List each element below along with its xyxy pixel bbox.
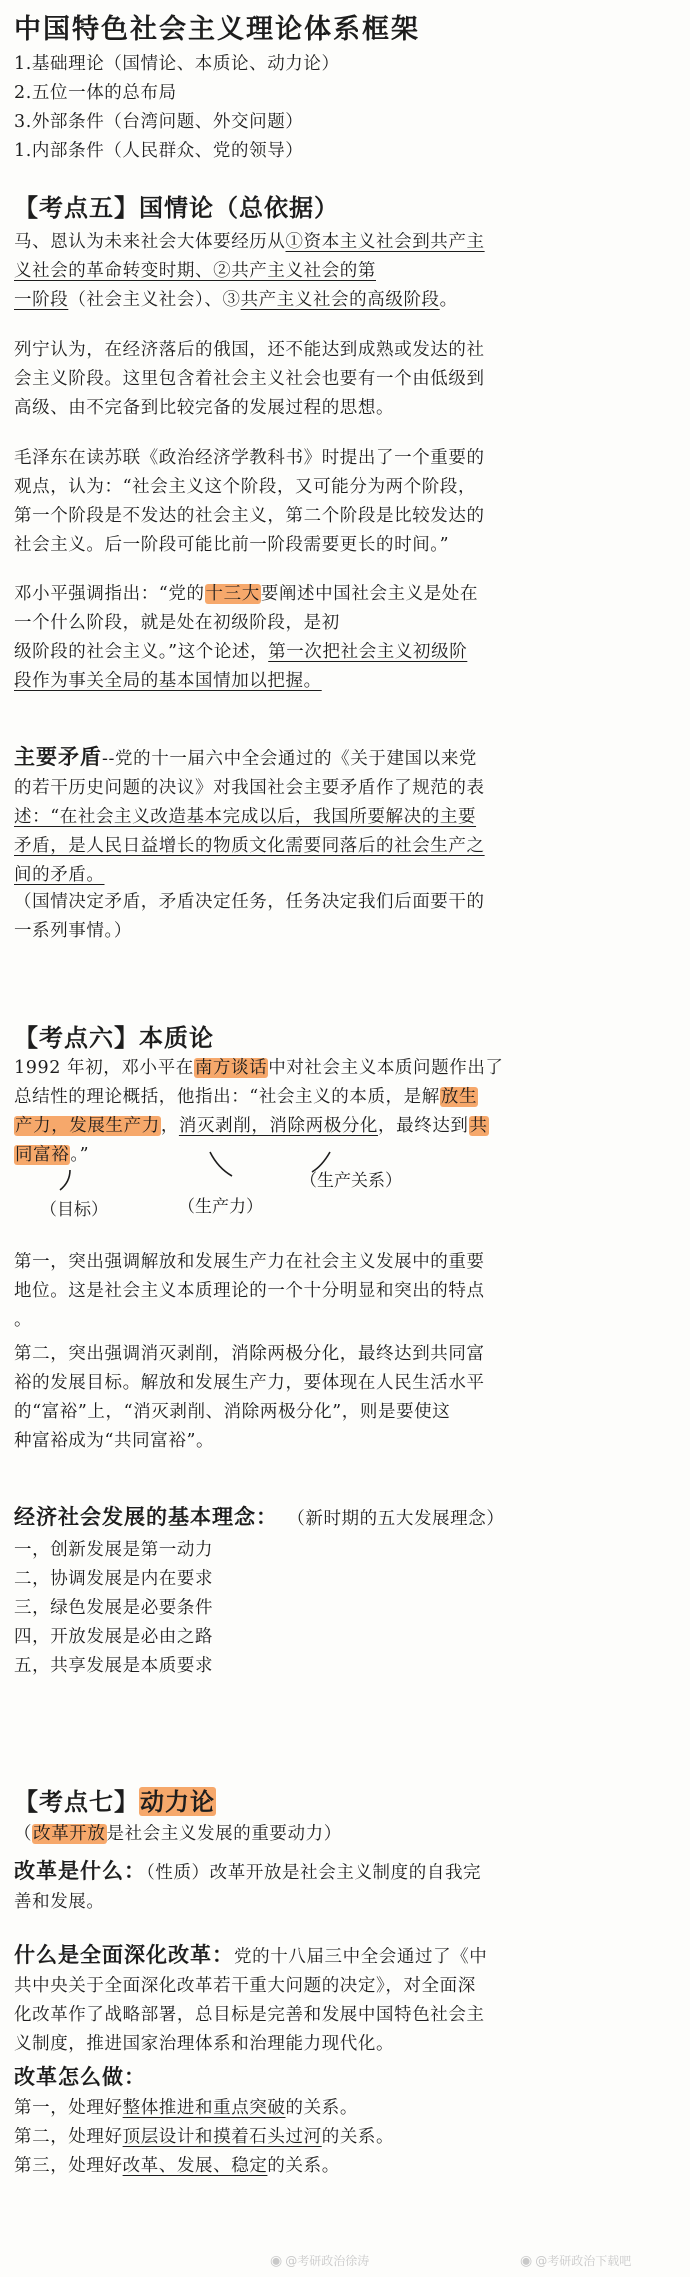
text-line: 社会主义。后一阶段可能比前一阶段需要更长的时间。” xyxy=(14,535,450,555)
question-label: 改革怎么做： xyxy=(14,2064,146,2089)
text-run: （ xyxy=(14,1824,33,1844)
text-run: ， xyxy=(160,1116,179,1136)
question-label: 什么是全面深化改革： xyxy=(14,1942,234,1967)
highlighted-text: 放生 xyxy=(440,1087,478,1107)
text-line: 一系列事情。） xyxy=(14,921,132,941)
idea-item: 四，开放发展是必由之路 xyxy=(14,1627,214,1647)
framework-item: 3.外部条件（台湾问题、外交问题） xyxy=(14,112,304,132)
underlined-text: 改革、发展、稳定 xyxy=(122,2156,268,2176)
section-six-title: 本质论 xyxy=(139,1023,214,1052)
underlined-text: 段作为事关全局的基本国情加以把握。 xyxy=(14,671,322,691)
text-run: 第三，处理好 xyxy=(14,2156,123,2176)
underlined-text: 一阶段 xyxy=(14,290,69,310)
development-ideas-title: 经济社会发展的基本理念： xyxy=(14,1504,278,1529)
section-seven-title: 动力论 xyxy=(140,1787,215,1816)
how-to-reform xyxy=(14,2060,676,2181)
framework-item: 1.基础理论（国情论、本质论、动力论） xyxy=(14,54,340,74)
text-line: 化改革作了战略部署，总目标是完善和发展中国特色社会主 xyxy=(14,2005,485,2025)
note-production-relations: （生产关系） xyxy=(300,1171,402,1191)
text-line: 裕的发展目标。解放和发展生产力，要体现在人民生活水平 xyxy=(14,1373,485,1393)
text-run: 中对社会主义本质问题作出了 xyxy=(268,1058,504,1078)
underlined-text: 义社会的革命转变时期、②共产主义社会的第 xyxy=(14,261,376,281)
underlined-text: 间的矛盾。 xyxy=(14,865,105,885)
idea-item: 二，协调发展是内在要求 xyxy=(14,1569,214,1589)
text-run: 的关系。 xyxy=(285,2098,358,2118)
section-five-tag: 【考点五】 xyxy=(14,193,139,222)
highlighted-text: 改革开放 xyxy=(33,1824,106,1844)
text-line: 义制度，推进国家治理体系和治理能力现代化。 xyxy=(14,2034,395,2054)
text-run: ，最终达到 xyxy=(378,1116,469,1136)
text-run: （性质）改革开放是社会主义制度的自我完 xyxy=(146,1863,482,1883)
underlined-text: ①资本主义社会到共产主 xyxy=(285,232,485,252)
text-run: 要阐述中国社会主义是处在 xyxy=(260,584,479,604)
text-run: 邓小平强调指出：“党的 xyxy=(14,584,205,604)
watermark-left xyxy=(270,2252,369,2269)
watermark-text: @考研政治徐涛 xyxy=(285,2254,370,2268)
development-ideas-note: （新时期的五大发展理念） xyxy=(296,1509,505,1529)
underlined-text: 顶层设计和摸着石头过河 xyxy=(122,2127,322,2147)
text-run: 的关系。 xyxy=(267,2156,340,2176)
section-seven-heading xyxy=(14,1782,676,1822)
section-six-point-one xyxy=(14,1248,676,1335)
text-run: 1992 年初，邓小平在 xyxy=(14,1058,194,1078)
underlined-text: 第一次把社会主义初级阶 xyxy=(268,642,468,662)
underlined-text: 消灭剥削，消除两极分化 xyxy=(178,1116,379,1136)
watermark-right xyxy=(520,2252,631,2269)
question-label: 改革是什么： xyxy=(14,1858,146,1883)
idea-item: 三，绿色发展是必要条件 xyxy=(14,1598,214,1618)
text-run: 。 xyxy=(439,290,458,310)
text-run: 党的十八届三中全会通过了《中 xyxy=(234,1947,488,1967)
idea-item: 五，共享发展是本质要求 xyxy=(14,1656,214,1676)
section-seven-tag: 【考点七】 xyxy=(14,1787,139,1816)
text-run: 级阶段的社会主义。”这个论述， xyxy=(14,642,269,662)
framework-item: 1.内部条件（人民群众、党的领导） xyxy=(14,141,304,161)
text-line: 第一，突出强调解放和发展生产力在社会主义发展中的重要 xyxy=(14,1252,485,1272)
highlighted-text: 共 xyxy=(469,1116,488,1136)
text-run: 马、恩认为未来社会大体要经历从 xyxy=(14,232,286,252)
text-run: （社会主义社会）、③ xyxy=(68,290,241,310)
text-run: 总结性的理论概括，他指出：“社会主义的本质，是解 xyxy=(14,1087,440,1107)
text-line: 的“富裕”上，“消灭剥削、消除两极分化”，则是要使这 xyxy=(14,1402,451,1422)
framework-item: 2.五位一体的总布局 xyxy=(14,83,177,103)
underlined-text: 矛盾，是人民日益增长的物质文化需要同落后的社会生产之 xyxy=(14,836,485,856)
subheading: 主要矛盾 xyxy=(14,744,102,769)
watermark-text: @考研政治下载吧 xyxy=(535,2254,632,2268)
what-is-reform xyxy=(14,1854,676,1917)
section-five-title: 国情论（总依据） xyxy=(139,193,339,222)
text-line: 一个什么阶段，就是处在初级阶段，是初 xyxy=(14,613,340,633)
text-run: 第二，处理好 xyxy=(14,2127,123,2147)
highlighted-text: 同富裕 xyxy=(15,1145,70,1165)
text-line: 善和发展。 xyxy=(14,1892,105,1912)
text-run: 是社会主义发展的重要动力） xyxy=(106,1824,342,1844)
highlighted-text: 十三大 xyxy=(205,584,260,604)
section-seven-tagline xyxy=(14,1820,676,1849)
underlined-text: 共产主义社会的高级阶段 xyxy=(240,290,440,310)
text-line: 会主义阶段。这里包含着社会主义社会也要有一个由低级到 xyxy=(14,369,485,389)
underlined-text: 述：“在社会主义改造基本完成以后，我国所要解决的主要 xyxy=(14,807,477,827)
text-line: 共中央关于全面深化改革若干重大问题的决定》，对全面深 xyxy=(14,1976,476,1996)
text-run: 的关系。 xyxy=(321,2127,395,2147)
text-line: 。 xyxy=(14,1310,33,1330)
underlined-text: 整体推进和重点突破 xyxy=(122,2098,286,2118)
weibo-icon: ◉ xyxy=(270,2253,283,2269)
text-line: 第二，突出强调消灭剥削，消除两极分化，最终达到共同富 xyxy=(14,1344,485,1364)
text-run: --党的十一届六中全会通过的《关于建国以来党 xyxy=(102,749,478,769)
text-line: 第一个阶段是不发达的社会主义，第二个阶段是比较发达的 xyxy=(14,506,485,526)
weibo-icon: ◉ xyxy=(520,2253,533,2269)
idea-item: 一，创新发展是第一动力 xyxy=(14,1540,214,1560)
development-ideas-block xyxy=(14,1500,676,1681)
highlighted-text: 南方谈话 xyxy=(194,1058,268,1078)
text-line: 种富裕成为“共同富裕”。 xyxy=(14,1431,215,1451)
text-run: 。” xyxy=(70,1145,90,1165)
text-run: 第一，处理好 xyxy=(14,2098,123,2118)
note-productivity: （生产力） xyxy=(178,1197,263,1217)
text-line: 高级、由不完备到比较完备的发展过程的思想。 xyxy=(14,398,395,418)
section-six-point-two xyxy=(14,1340,676,1456)
note-goal: （目标） xyxy=(40,1200,108,1220)
text-line: 的若干历史问题的决议》对我国社会主要矛盾作了规范的表 xyxy=(14,778,485,798)
deepen-reform xyxy=(14,1938,676,2059)
text-line: 观点，认为：“社会主义这个阶段，又可能分为两个阶段， xyxy=(14,477,477,497)
text-line: 列宁认为，在经济落后的俄国，还不能达到成熟或发达的社 xyxy=(14,340,485,360)
text-line: 毛泽东在读苏联《政治经济学教科书》时提出了一个重要的 xyxy=(14,448,485,468)
text-line: （国情决定矛盾，矛盾决定任务，任务决定我们后面要干的 xyxy=(14,892,485,912)
highlighted-text: 产力，发展生产力 xyxy=(15,1116,160,1136)
framework-title: 中国特色社会主义理论体系框架 xyxy=(14,14,420,45)
section-six-tag: 【考点六】 xyxy=(14,1023,139,1052)
text-line: 地位。这是社会主义本质理论的一个十分明显和突出的特点 xyxy=(14,1281,485,1301)
